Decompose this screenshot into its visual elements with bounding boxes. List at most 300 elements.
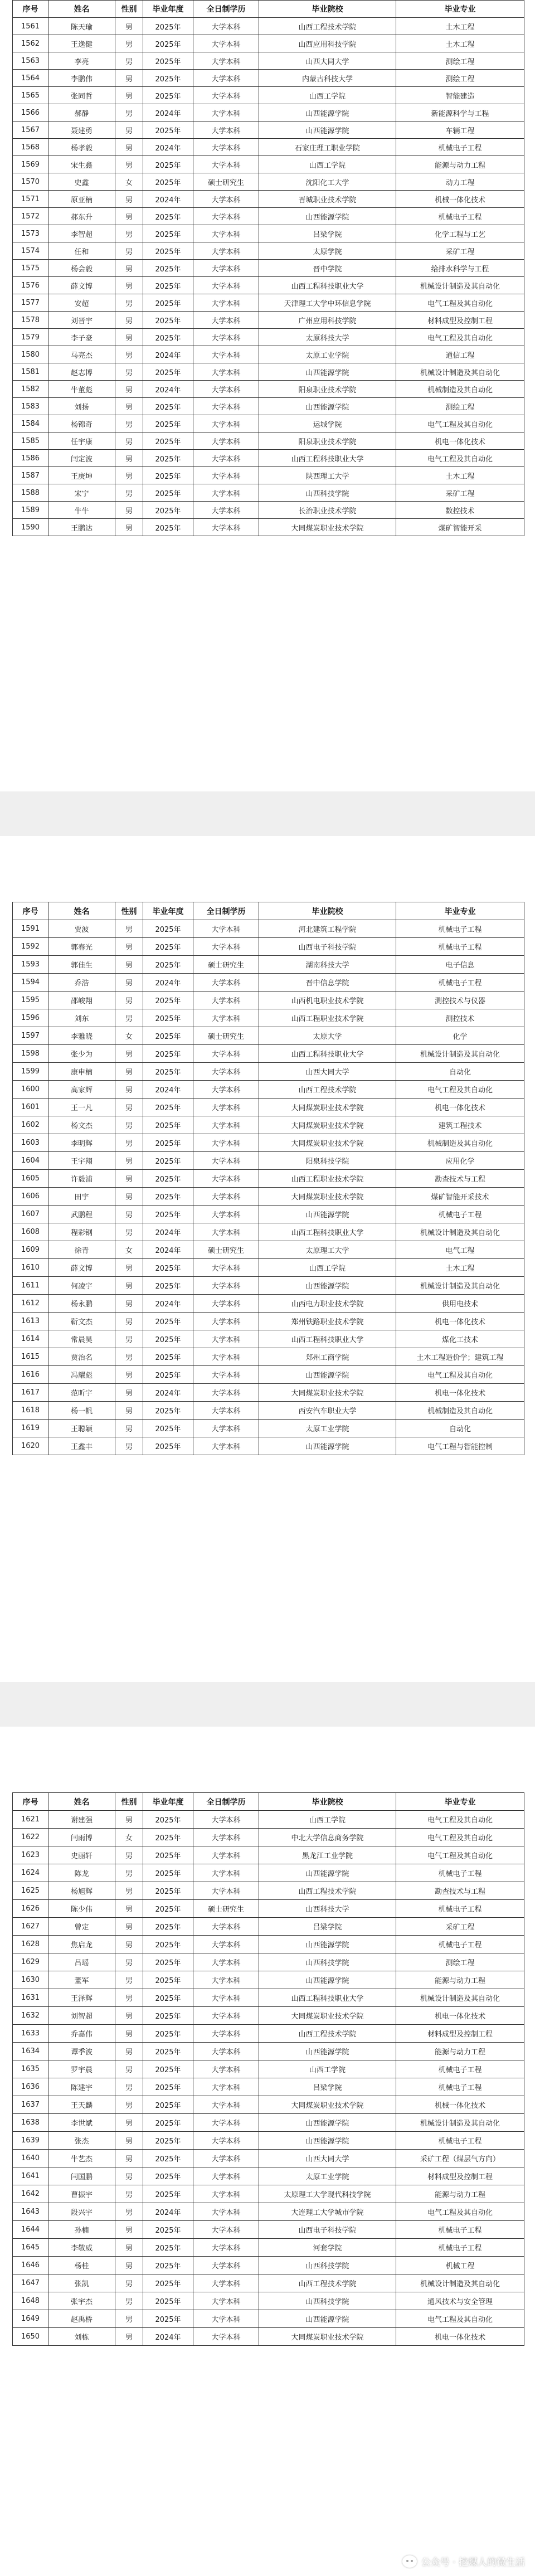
education-cell: 大学本科 xyxy=(193,1188,259,1206)
graduation-year-cell: 2025年 xyxy=(143,294,193,312)
name-cell: 张宇杰 xyxy=(48,2292,115,2310)
school-cell: 太原工业学院 xyxy=(259,346,396,363)
table-row xyxy=(13,277,524,294)
graduation-year-cell: 2024年 xyxy=(143,191,193,208)
name-cell: 王天麟 xyxy=(48,2096,115,2114)
school-cell: 山西能源学院 xyxy=(259,1277,396,1295)
table-header-row xyxy=(13,1793,524,1811)
serial-number-cell: 1561 xyxy=(13,18,48,35)
serial-number-cell: 1608 xyxy=(13,1223,48,1241)
school-cell: 山西工程科技职业大学 xyxy=(259,277,396,294)
school-cell: 山西工程技术学院 xyxy=(259,1882,396,1900)
graduation-year-cell: 2025年 xyxy=(143,329,193,346)
school-cell: 山西工学院 xyxy=(259,87,396,104)
gender-cell: 男 xyxy=(115,398,143,415)
gender-cell: 男 xyxy=(115,2132,143,2150)
graduation-year-cell: 2025年 xyxy=(143,502,193,519)
serial-number-cell: 1644 xyxy=(13,2221,48,2239)
graduation-year-cell: 2024年 xyxy=(143,381,193,398)
school-cell: 山西电子科技学院 xyxy=(259,2221,396,2239)
education-cell: 大学本科 xyxy=(193,52,259,70)
education-cell: 大学本科 xyxy=(193,2007,259,2025)
serial-number-cell: 1604 xyxy=(13,1152,48,1170)
major-cell: 通风技术与安全管理 xyxy=(396,2292,524,2310)
graduation-year-cell: 2024年 xyxy=(143,974,193,991)
school-cell: 湖南科技大学 xyxy=(259,956,396,974)
table-row xyxy=(13,1330,524,1348)
gender-cell: 男 xyxy=(115,312,143,329)
graduation-year-cell: 2025年 xyxy=(143,1366,193,1384)
name-cell: 董军 xyxy=(48,1971,115,1989)
school-cell: 山西大同大学 xyxy=(259,52,396,70)
column-header: 性别 xyxy=(115,1793,143,1811)
graduation-year-cell: 2025年 xyxy=(143,1313,193,1330)
graduation-year-cell: 2025年 xyxy=(143,956,193,974)
school-cell: 山西电力职业技术学院 xyxy=(259,1295,396,1313)
school-cell: 山西工学院 xyxy=(259,1811,396,1829)
gender-cell: 男 xyxy=(115,519,143,536)
education-cell: 大学本科 xyxy=(193,225,259,242)
graduation-year-cell: 2025年 xyxy=(143,363,193,381)
serial-number-cell: 1595 xyxy=(13,991,48,1009)
school-cell: 阳泉职业技术学院 xyxy=(259,381,396,398)
table-row xyxy=(13,2221,524,2239)
column-header: 毕业专业 xyxy=(396,1793,524,1811)
name-cell: 孙楠 xyxy=(48,2221,115,2239)
serial-number-cell: 1627 xyxy=(13,1918,48,1936)
roster-sheet-3 xyxy=(0,1727,535,2576)
gender-cell: 男 xyxy=(115,450,143,467)
school-cell: 大同煤炭职业技术学院 xyxy=(259,2007,396,2025)
serial-number-cell: 1618 xyxy=(13,1402,48,1420)
serial-number-cell: 1594 xyxy=(13,974,48,991)
name-cell: 高家辉 xyxy=(48,1081,115,1099)
table-row xyxy=(13,35,524,52)
column-header: 毕业院校 xyxy=(259,1,396,18)
graduation-year-cell: 2024年 xyxy=(143,104,193,121)
major-cell: 机械工程 xyxy=(396,2257,524,2274)
school-cell: 大同煤炭职业技术学院 xyxy=(259,1188,396,1206)
gender-cell: 男 xyxy=(115,156,143,173)
name-cell: 郝东升 xyxy=(48,208,115,225)
serial-number-cell: 1621 xyxy=(13,1811,48,1829)
name-cell: 杨一帆 xyxy=(48,1402,115,1420)
name-cell: 赵禹桥 xyxy=(48,2310,115,2328)
education-cell: 大学本科 xyxy=(193,363,259,381)
graduation-year-cell: 2025年 xyxy=(143,467,193,484)
education-cell: 大学本科 xyxy=(193,2114,259,2132)
graduation-year-cell: 2025年 xyxy=(143,2292,193,2310)
school-cell: 太原工业学院 xyxy=(259,1420,396,1437)
school-cell: 河套学院 xyxy=(259,2239,396,2257)
name-cell: 薛文博 xyxy=(48,1259,115,1277)
gender-cell: 女 xyxy=(115,1829,143,1846)
education-cell: 大学本科 xyxy=(193,398,259,415)
gender-cell: 男 xyxy=(115,938,143,956)
school-cell: 大连理工大学城市学院 xyxy=(259,2203,396,2221)
gender-cell: 男 xyxy=(115,208,143,225)
graduation-year-cell: 2025年 xyxy=(143,1829,193,1846)
major-cell: 机械设计制造及其自动化 xyxy=(396,1223,524,1241)
major-cell: 机械电子工程 xyxy=(396,2221,524,2239)
school-cell: 山西科技学院 xyxy=(259,2292,396,2310)
major-cell: 煤矿智能开采 xyxy=(396,519,524,536)
table-row xyxy=(13,1313,524,1330)
name-cell: 乔浩 xyxy=(48,974,115,991)
graduation-year-cell: 2024年 xyxy=(143,1223,193,1241)
gender-cell: 男 xyxy=(115,1437,143,1455)
serial-number-cell: 1640 xyxy=(13,2150,48,2167)
gender-cell: 男 xyxy=(115,329,143,346)
gender-cell: 男 xyxy=(115,242,143,260)
serial-number-cell: 1593 xyxy=(13,956,48,974)
name-cell: 郝静 xyxy=(48,104,115,121)
watermark-text: 公众号 · 挖煤人的微生活 xyxy=(421,2557,525,2568)
column-header: 毕业年度 xyxy=(143,1,193,18)
column-header: 性别 xyxy=(115,1,143,18)
serial-number-cell: 1619 xyxy=(13,1420,48,1437)
education-cell: 大学本科 xyxy=(193,2025,259,2043)
table-row xyxy=(13,2007,524,2025)
serial-number-cell: 1606 xyxy=(13,1188,48,1206)
roster-table xyxy=(12,902,524,1455)
school-cell: 山西工程科技职业大学 xyxy=(259,1045,396,1063)
graduation-year-cell: 2025年 xyxy=(143,415,193,432)
name-cell: 李鹏伟 xyxy=(48,70,115,87)
major-cell: 电气工程及其自动化 xyxy=(396,1081,524,1099)
gender-cell: 男 xyxy=(115,2274,143,2292)
graduation-year-cell: 2025年 xyxy=(143,2221,193,2239)
table-row xyxy=(13,1829,524,1846)
graduation-year-cell: 2025年 xyxy=(143,2114,193,2132)
education-cell: 大学本科 xyxy=(193,1330,259,1348)
major-cell: 供用电技术 xyxy=(396,1295,524,1313)
name-cell: 赵志博 xyxy=(48,363,115,381)
name-cell: 刘晋宇 xyxy=(48,312,115,329)
major-cell: 机械电子工程 xyxy=(396,1936,524,1953)
wechat-icon xyxy=(402,2555,417,2568)
table-row xyxy=(13,1811,524,1829)
serial-number-cell: 1573 xyxy=(13,225,48,242)
name-cell: 罗宇晨 xyxy=(48,2060,115,2078)
school-cell: 山西工学院 xyxy=(259,156,396,173)
major-cell: 土木工程 xyxy=(396,1259,524,1277)
school-cell: 山西工程科技职业大学 xyxy=(259,450,396,467)
education-cell: 大学本科 xyxy=(193,1170,259,1188)
table-row xyxy=(13,1027,524,1045)
school-cell: 山西能源学院 xyxy=(259,363,396,381)
education-cell: 大学本科 xyxy=(193,1223,259,1241)
major-cell: 采矿工程 xyxy=(396,1918,524,1936)
education-cell: 大学本科 xyxy=(193,1936,259,1953)
education-cell: 大学本科 xyxy=(193,294,259,312)
major-cell: 土木工程 xyxy=(396,467,524,484)
school-cell: 山西工程科技职业大学 xyxy=(259,1989,396,2007)
watermark xyxy=(402,2554,525,2568)
education-cell: 大学本科 xyxy=(193,2203,259,2221)
name-cell: 刘东 xyxy=(48,1009,115,1027)
major-cell: 机械设计制造及其自动化 xyxy=(396,277,524,294)
name-cell: 陈少伟 xyxy=(48,1900,115,1918)
table-row xyxy=(13,467,524,484)
table-header-row xyxy=(13,902,524,920)
major-cell: 机械设计制造及其自动化 xyxy=(396,363,524,381)
education-cell: 大学本科 xyxy=(193,1313,259,1330)
education-cell: 大学本科 xyxy=(193,277,259,294)
gender-cell: 男 xyxy=(115,1882,143,1900)
table-row xyxy=(13,294,524,312)
table-row xyxy=(13,329,524,346)
gender-cell: 女 xyxy=(115,1241,143,1259)
school-cell: 山西科技学院 xyxy=(259,1953,396,1971)
education-cell: 大学本科 xyxy=(193,1882,259,1900)
name-cell: 史丽轩 xyxy=(48,1846,115,1864)
school-cell: 太原学院 xyxy=(259,242,396,260)
serial-number-cell: 1635 xyxy=(13,2060,48,2078)
name-cell: 范昕宇 xyxy=(48,1384,115,1402)
education-cell: 大学本科 xyxy=(193,415,259,432)
school-cell: 山西工学院 xyxy=(259,2060,396,2078)
table-row xyxy=(13,938,524,956)
serial-number-cell: 1563 xyxy=(13,52,48,70)
major-cell: 机械电子工程 xyxy=(396,1900,524,1918)
major-cell: 机械电子工程 xyxy=(396,208,524,225)
major-cell: 材料成型及控制工程 xyxy=(396,2167,524,2185)
major-cell: 机械制造及其自动化 xyxy=(396,381,524,398)
name-cell: 杨会毅 xyxy=(48,260,115,277)
major-cell: 机电一体化技术 xyxy=(396,432,524,450)
major-cell: 新能源科学与工程 xyxy=(396,104,524,121)
graduation-year-cell: 2025年 xyxy=(143,121,193,139)
serial-number-cell: 1643 xyxy=(13,2203,48,2221)
school-cell: 山西能源学院 xyxy=(259,208,396,225)
education-cell: 大学本科 xyxy=(193,450,259,467)
table-row xyxy=(13,1045,524,1063)
gender-cell: 男 xyxy=(115,1384,143,1402)
serial-number-cell: 1647 xyxy=(13,2274,48,2292)
table-row xyxy=(13,1134,524,1152)
education-cell: 硕士研究生 xyxy=(193,1027,259,1045)
table-row xyxy=(13,1384,524,1402)
major-cell: 机电一体化技术 xyxy=(396,1313,524,1330)
graduation-year-cell: 2025年 xyxy=(143,938,193,956)
gender-cell: 男 xyxy=(115,1953,143,1971)
name-cell: 张凯 xyxy=(48,2274,115,2292)
gender-cell: 男 xyxy=(115,991,143,1009)
education-cell: 大学本科 xyxy=(193,1402,259,1420)
graduation-year-cell: 2025年 xyxy=(143,450,193,467)
gender-cell: 男 xyxy=(115,1330,143,1348)
table-row xyxy=(13,381,524,398)
school-cell: 吕梁学院 xyxy=(259,1918,396,1936)
table-row xyxy=(13,52,524,70)
table-row xyxy=(13,2239,524,2257)
table-row xyxy=(13,1936,524,1953)
serial-number-cell: 1642 xyxy=(13,2185,48,2203)
serial-number-cell: 1598 xyxy=(13,1045,48,1063)
school-cell: 运城学院 xyxy=(259,415,396,432)
table-row xyxy=(13,1918,524,1936)
serial-number-cell: 1566 xyxy=(13,104,48,121)
serial-number-cell: 1620 xyxy=(13,1437,48,1455)
major-cell: 机电一体化技术 xyxy=(396,2007,524,2025)
table-row xyxy=(13,2025,524,2043)
school-cell: 内蒙古科技大学 xyxy=(259,70,396,87)
education-cell: 大学本科 xyxy=(193,260,259,277)
name-cell: 许毅浦 xyxy=(48,1170,115,1188)
education-cell: 大学本科 xyxy=(193,2167,259,2185)
education-cell: 大学本科 xyxy=(193,1099,259,1116)
school-cell: 阳泉职业技术学院 xyxy=(259,432,396,450)
table-row xyxy=(13,1063,524,1081)
major-cell: 数控技术 xyxy=(396,502,524,519)
major-cell: 电子信息 xyxy=(396,956,524,974)
table-row xyxy=(13,1241,524,1259)
graduation-year-cell: 2025年 xyxy=(143,1811,193,1829)
gender-cell: 男 xyxy=(115,2043,143,2060)
table-row xyxy=(13,18,524,35)
table-row xyxy=(13,2292,524,2310)
education-cell: 大学本科 xyxy=(193,2096,259,2114)
gender-cell: 男 xyxy=(115,1366,143,1384)
graduation-year-cell: 2025年 xyxy=(143,1846,193,1864)
name-cell: 谢建强 xyxy=(48,1811,115,1829)
school-cell: 晋中信息学院 xyxy=(259,974,396,991)
serial-number-cell: 1609 xyxy=(13,1241,48,1259)
name-cell: 焦启龙 xyxy=(48,1936,115,1953)
gender-cell: 男 xyxy=(115,2257,143,2274)
education-cell: 大学本科 xyxy=(193,1045,259,1063)
name-cell: 曹振宇 xyxy=(48,2185,115,2203)
serial-number-cell: 1602 xyxy=(13,1116,48,1134)
gender-cell: 男 xyxy=(115,35,143,52)
column-header: 性别 xyxy=(115,902,143,920)
gender-cell: 男 xyxy=(115,956,143,974)
graduation-year-cell: 2025年 xyxy=(143,1971,193,1989)
major-cell: 采矿工程 xyxy=(396,242,524,260)
gender-cell: 男 xyxy=(115,432,143,450)
school-cell: 太原大学 xyxy=(259,1027,396,1045)
serial-number-cell: 1622 xyxy=(13,1829,48,1846)
table-row xyxy=(13,121,524,139)
table-row xyxy=(13,2203,524,2221)
table-row xyxy=(13,1223,524,1241)
name-cell: 牛董彪 xyxy=(48,381,115,398)
education-cell: 大学本科 xyxy=(193,974,259,991)
education-cell: 大学本科 xyxy=(193,1989,259,2007)
gender-cell: 男 xyxy=(115,1846,143,1864)
graduation-year-cell: 2025年 xyxy=(143,991,193,1009)
major-cell: 机械电子工程 xyxy=(396,1864,524,1882)
table-row xyxy=(13,104,524,121)
graduation-year-cell: 2025年 xyxy=(143,1989,193,2007)
table-row xyxy=(13,346,524,363)
education-cell: 大学本科 xyxy=(193,938,259,956)
school-cell: 吕梁学院 xyxy=(259,2078,396,2096)
school-cell: 山西能源学院 xyxy=(259,121,396,139)
school-cell: 太原工业学院 xyxy=(259,2167,396,2185)
name-cell: 曾定 xyxy=(48,1918,115,1936)
column-header: 全日制学历 xyxy=(193,902,259,920)
major-cell: 测控技术与仪器 xyxy=(396,991,524,1009)
school-cell: 山西工程职业技术学院 xyxy=(259,1170,396,1188)
graduation-year-cell: 2025年 xyxy=(143,277,193,294)
education-cell: 大学本科 xyxy=(193,484,259,502)
table-row xyxy=(13,484,524,502)
name-cell: 郭春光 xyxy=(48,938,115,956)
gender-cell: 男 xyxy=(115,1188,143,1206)
serial-number-cell: 1571 xyxy=(13,191,48,208)
name-cell: 王一凡 xyxy=(48,1099,115,1116)
serial-number-cell: 1579 xyxy=(13,329,48,346)
education-cell: 大学本科 xyxy=(193,70,259,87)
education-cell: 大学本科 xyxy=(193,208,259,225)
gender-cell: 男 xyxy=(115,1277,143,1295)
school-cell: 沈阳化工大学 xyxy=(259,173,396,191)
major-cell: 机械电子工程 xyxy=(396,974,524,991)
gender-cell: 男 xyxy=(115,52,143,70)
table-row xyxy=(13,1099,524,1116)
education-cell: 大学本科 xyxy=(193,1864,259,1882)
major-cell: 智能建造 xyxy=(396,87,524,104)
school-cell: 大同煤炭职业技术学院 xyxy=(259,1134,396,1152)
name-cell: 原亚楠 xyxy=(48,191,115,208)
table-row xyxy=(13,2114,524,2132)
gender-cell: 男 xyxy=(115,2310,143,2328)
school-cell: 黑龙江工业学院 xyxy=(259,1846,396,1864)
major-cell: 机械制造及其自动化 xyxy=(396,1402,524,1420)
education-cell: 大学本科 xyxy=(193,467,259,484)
school-cell: 山西能源学院 xyxy=(259,1366,396,1384)
name-cell: 史鑫 xyxy=(48,173,115,191)
graduation-year-cell: 2025年 xyxy=(143,2257,193,2274)
education-cell: 大学本科 xyxy=(193,1259,259,1277)
serial-number-cell: 1574 xyxy=(13,242,48,260)
gender-cell: 男 xyxy=(115,294,143,312)
education-cell: 大学本科 xyxy=(193,2078,259,2096)
column-header: 姓名 xyxy=(48,902,115,920)
graduation-year-cell: 2025年 xyxy=(143,1152,193,1170)
major-cell: 机械电子工程 xyxy=(396,2239,524,2257)
name-cell: 王鑫丰 xyxy=(48,1437,115,1455)
name-cell: 牛艺杰 xyxy=(48,2150,115,2167)
gender-cell: 男 xyxy=(115,502,143,519)
education-cell: 大学本科 xyxy=(193,2328,259,2346)
education-cell: 大学本科 xyxy=(193,1953,259,1971)
roster-sheet-1 xyxy=(0,0,535,791)
graduation-year-cell: 2025年 xyxy=(143,1134,193,1152)
gender-cell: 男 xyxy=(115,974,143,991)
education-cell: 大学本科 xyxy=(193,1384,259,1402)
education-cell: 大学本科 xyxy=(193,2274,259,2292)
table-row xyxy=(13,225,524,242)
table-row xyxy=(13,1402,524,1420)
major-cell: 机械一体化技术 xyxy=(396,191,524,208)
serial-number-cell: 1564 xyxy=(13,70,48,87)
serial-number-cell: 1648 xyxy=(13,2292,48,2310)
serial-number-cell: 1617 xyxy=(13,1384,48,1402)
school-cell: 大同煤炭职业技术学院 xyxy=(259,519,396,536)
gender-cell: 男 xyxy=(115,70,143,87)
school-cell: 郑州铁路职业技术学院 xyxy=(259,1313,396,1330)
education-cell: 大学本科 xyxy=(193,2043,259,2060)
school-cell: 山西科技学院 xyxy=(259,484,396,502)
major-cell: 动力工程 xyxy=(396,173,524,191)
gender-cell: 男 xyxy=(115,18,143,35)
serial-number-cell: 1603 xyxy=(13,1134,48,1152)
school-cell: 大同煤炭职业技术学院 xyxy=(259,2096,396,2114)
name-cell: 李亮 xyxy=(48,52,115,70)
